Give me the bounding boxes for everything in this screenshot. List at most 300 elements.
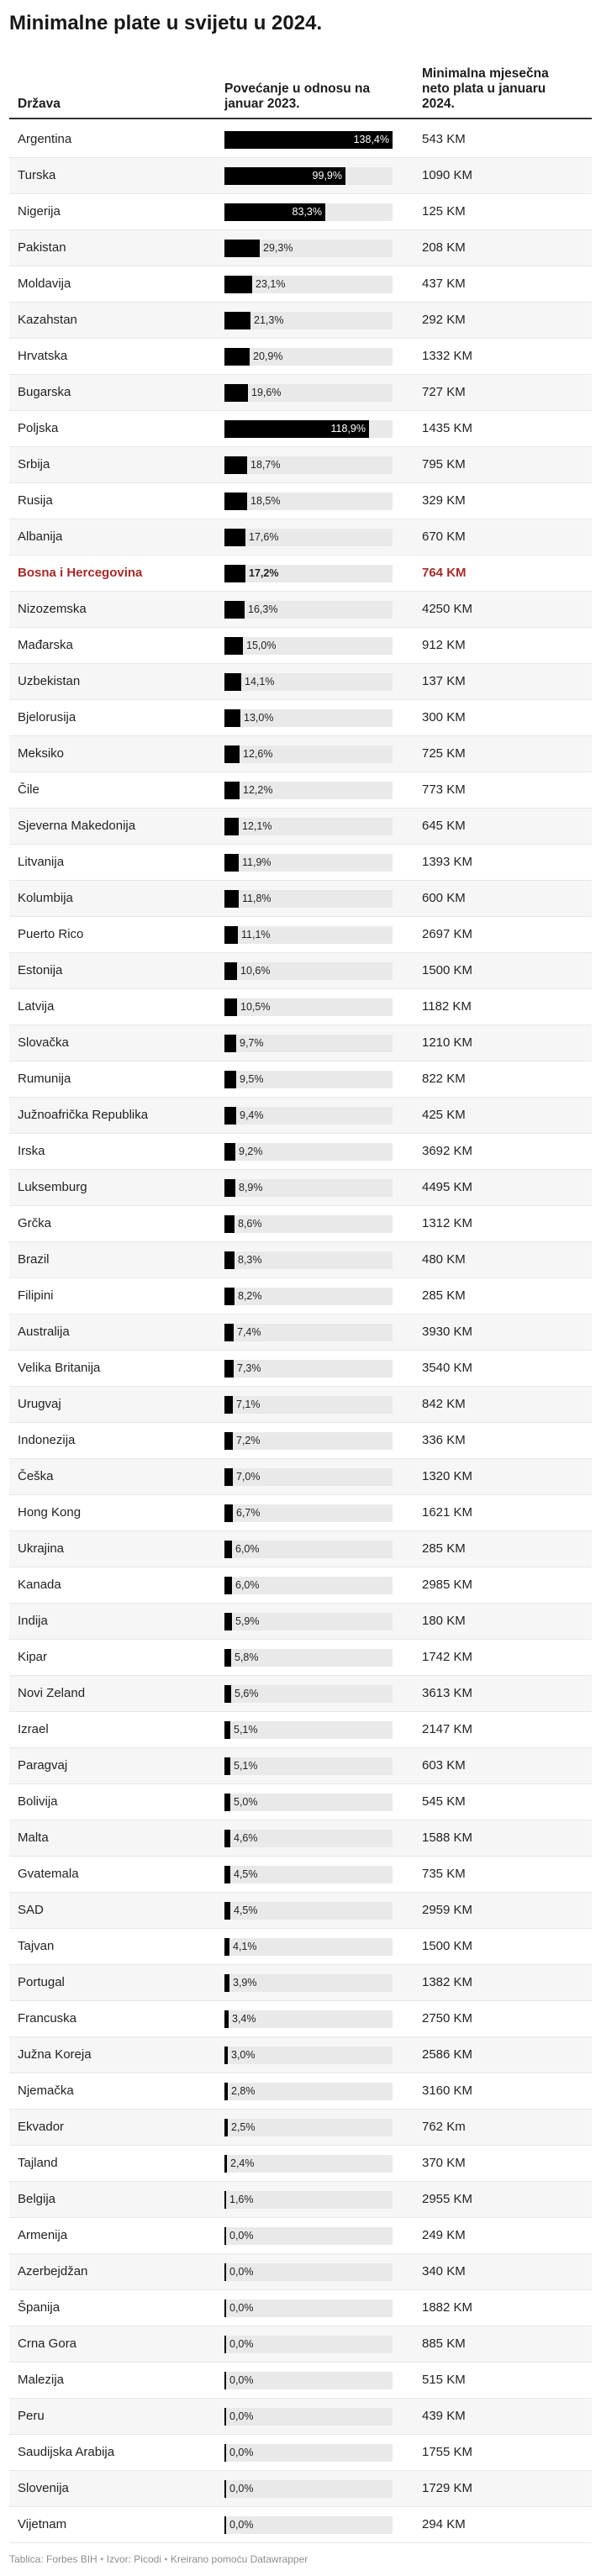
wage-cell: 1210 KM (422, 1035, 473, 1050)
increase-label: 7,2% (236, 1435, 261, 1446)
increase-label: 19,6% (251, 387, 282, 398)
table-row (9, 1784, 592, 1820)
country-cell: Češka (18, 1469, 54, 1483)
increase-label: 12,2% (243, 784, 273, 796)
table-row (9, 1676, 592, 1712)
wage-cell: 249 KM (422, 2228, 466, 2242)
country-cell: Uzbekistan (18, 674, 81, 688)
country-cell: Meksiko (18, 746, 65, 761)
wage-cell: 2750 KM (422, 2011, 473, 2026)
increase-bar (224, 565, 245, 582)
wage-cell: 822 KM (422, 1072, 466, 1086)
bar-track (224, 818, 393, 835)
increase-bar (224, 2336, 226, 2353)
country-cell: Armenija (18, 2228, 68, 2242)
increase-bar (224, 1360, 234, 1378)
bar-track (224, 1649, 393, 1667)
country-cell: Tajvan (18, 1939, 55, 1953)
bar-track (224, 2444, 393, 2462)
wage-cell: 842 KM (422, 1397, 466, 1411)
increase-bar (224, 2083, 228, 2100)
increase-label: 4,5% (234, 1868, 258, 1880)
bar-track (224, 240, 393, 257)
increase-label: 12,6% (243, 748, 273, 760)
table-row (9, 2110, 592, 2146)
bar-track (224, 1179, 393, 1197)
table-row (9, 2146, 592, 2182)
increase-label: 8,3% (238, 1254, 262, 1266)
wage-cell: 515 KM (422, 2373, 466, 2387)
wage-cell: 300 KM (422, 710, 466, 724)
table-row (9, 1459, 592, 1495)
increase-label: 17,2% (249, 567, 279, 579)
increase-label: 9,4% (240, 1109, 264, 1121)
increase-bar (224, 1974, 229, 1992)
wage-cell: 329 KM (422, 493, 466, 508)
increase-label: 8,6% (238, 1218, 262, 1230)
increase-label: 21,3% (254, 314, 284, 326)
increase-bar (224, 1071, 236, 1088)
country-cell: Hrvatska (18, 349, 68, 363)
wage-cell: 2147 KM (422, 1722, 473, 1736)
increase-bar (224, 1577, 232, 1594)
country-cell: Južnoafrička Republika (18, 1108, 149, 1122)
table-row (9, 2507, 592, 2543)
country-cell: Argentina (18, 132, 72, 146)
footer-table-label: Tablica: Forbes BIH (9, 2553, 98, 2565)
bar-track (224, 1143, 393, 1161)
country-cell: Poljska (18, 421, 59, 435)
increase-label: 11,9% (242, 856, 272, 868)
table-row (9, 1748, 592, 1784)
country-cell: Saudijska Arabija (18, 2445, 115, 2459)
wage-cell: 1312 KM (422, 1216, 473, 1230)
increase-label: 12,1% (242, 820, 272, 832)
wage-cell: 425 KM (422, 1108, 466, 1122)
table-row (9, 2254, 592, 2290)
country-cell: Peru (18, 2409, 45, 2423)
increase-bar (224, 1251, 235, 1269)
table-row (9, 1206, 592, 1242)
table-row (9, 628, 592, 664)
footer-separator: • (100, 2553, 104, 2565)
bar-track (224, 1938, 393, 1956)
increase-bar (224, 1396, 233, 1414)
bar-track (224, 1541, 393, 1558)
increase-label: 9,2% (239, 1146, 263, 1157)
increase-bar (224, 1794, 230, 1811)
wage-cell: 2985 KM (422, 1578, 473, 1592)
country-cell: Pakistan (18, 240, 66, 255)
wage-cell: 1500 KM (422, 963, 473, 977)
table-row (9, 483, 592, 519)
table-row (9, 122, 592, 158)
increase-bar (224, 1649, 231, 1667)
country-cell: Ekvador (18, 2120, 65, 2134)
table-row (9, 2037, 592, 2073)
increase-label: 83,3% (292, 206, 322, 218)
table-row (9, 989, 592, 1025)
table-row (9, 1278, 592, 1314)
table-row (9, 1061, 592, 1098)
increase-bar (224, 1432, 233, 1450)
bar-track (224, 1035, 393, 1052)
increase-bar (224, 1468, 233, 1486)
table-row (9, 736, 592, 772)
country-cell: Latvija (18, 999, 55, 1014)
table-row (9, 2290, 592, 2326)
increase-bar (224, 2047, 228, 2064)
bar-track (224, 1504, 393, 1522)
bar-track (224, 2083, 393, 2100)
wage-cell: 292 KM (422, 313, 466, 327)
increase-label: 5,6% (235, 1688, 259, 1699)
country-cell: Indija (18, 1614, 48, 1628)
bar-track (224, 673, 393, 691)
increase-bar (224, 493, 247, 510)
increase-label: 23,1% (256, 278, 286, 290)
bar-track (224, 2516, 393, 2534)
increase-label: 7,3% (237, 1362, 261, 1374)
increase-label: 7,0% (236, 1471, 261, 1483)
wage-cell: 773 KM (422, 782, 466, 797)
increase-label: 0,0% (229, 2266, 254, 2278)
wage-cell: 885 KM (422, 2336, 466, 2351)
table-row (9, 2471, 592, 2507)
wage-cell: 1882 KM (422, 2300, 473, 2315)
increase-bar (224, 1902, 230, 1920)
increase-label: 0,0% (229, 2410, 254, 2422)
increase-bar (224, 709, 240, 727)
increase-bar (224, 384, 248, 402)
wage-cell: 1742 KM (422, 1650, 473, 1664)
wage-cell: 1755 KM (422, 2445, 473, 2459)
column-header-wage[interactable]: Minimalna mjesečna neto plata u januaru 2024. (422, 66, 549, 111)
wage-cell: 1500 KM (422, 1939, 473, 1953)
country-cell: Malta (18, 1831, 49, 1845)
table-row (9, 1134, 592, 1170)
increase-bar (224, 890, 239, 908)
table-row (9, 700, 592, 736)
table-row (9, 375, 592, 411)
increase-bar (224, 2480, 226, 2498)
increase-label: 8,2% (238, 1290, 262, 1302)
bar-track (224, 1071, 393, 1088)
increase-bar (224, 1685, 231, 1703)
increase-label: 0,0% (229, 2302, 254, 2314)
country-cell: Njemačka (18, 2083, 74, 2098)
increase-label: 11,8% (242, 893, 272, 904)
bar-track (224, 745, 393, 763)
bar-track (224, 709, 393, 727)
increase-label: 15,0% (246, 640, 277, 651)
increase-bar (224, 1179, 235, 1197)
table-row (9, 1242, 592, 1278)
increase-label: 7,4% (237, 1326, 261, 1338)
table-row (9, 1604, 592, 1640)
bar-track (224, 890, 393, 908)
wage-cell: 4250 KM (422, 602, 473, 616)
bar-track (224, 2119, 393, 2136)
country-cell: Slovenija (18, 2481, 69, 2495)
country-cell: Francuska (18, 2011, 77, 2026)
bar-track (224, 637, 393, 655)
wage-cell: 1435 KM (422, 421, 473, 435)
increase-bar (224, 782, 240, 799)
increase-bar (224, 1938, 229, 1956)
bar-track (224, 1215, 393, 1233)
table-row (9, 447, 592, 483)
table-row (9, 1098, 592, 1134)
table-row (9, 194, 592, 230)
bar-track (224, 203, 393, 221)
table-row (9, 1387, 592, 1423)
wage-cell: 336 KM (422, 1433, 466, 1447)
table-row (9, 845, 592, 881)
wage-cell: 285 KM (422, 1541, 466, 1556)
wage-cell: 370 KM (422, 2156, 466, 2170)
country-cell: Malezija (18, 2373, 65, 2387)
table-row (9, 1712, 592, 1748)
increase-bar (224, 2010, 229, 2028)
increase-label: 9,7% (240, 1037, 264, 1049)
table-row (9, 809, 592, 845)
wage-cell: 2955 KM (422, 2192, 473, 2206)
footer-credit[interactable]: Kreirano pomoću Datawrapper (170, 2553, 308, 2565)
table-row (9, 1820, 592, 1857)
increase-label: 5,0% (234, 1796, 258, 1808)
country-cell: Luksemburg (18, 1180, 87, 1194)
bar-track (224, 2010, 393, 2028)
country-cell: Puerto Rico (18, 927, 84, 941)
wage-cell: 480 KM (422, 1252, 466, 1267)
increase-label: 4,6% (234, 1832, 258, 1844)
country-cell: Čile (18, 782, 40, 797)
country-cell: Azerbejdžan (18, 2264, 88, 2278)
increase-bar (224, 1613, 232, 1630)
bar-track (224, 1396, 393, 1414)
country-cell: Filipini (18, 1288, 54, 1303)
increase-bar (224, 2516, 226, 2534)
increase-bar (224, 818, 239, 835)
wage-cell: 645 KM (422, 819, 466, 833)
wage-cell: 3160 KM (422, 2083, 473, 2098)
bar-track (224, 1360, 393, 1378)
table-row (9, 2182, 592, 2218)
increase-bar (224, 1541, 232, 1558)
increase-label: 5,9% (235, 1615, 260, 1627)
increase-bar (224, 2444, 226, 2462)
wage-cell: 3692 KM (422, 1144, 473, 1158)
bar-track (224, 456, 393, 474)
increase-bar (224, 2227, 226, 2245)
wage-cell: 2697 KM (422, 927, 473, 941)
increase-bar (224, 1757, 230, 1775)
wage-cell: 180 KM (422, 1614, 466, 1628)
bar-track (224, 1432, 393, 1450)
country-cell: Kolumbija (18, 891, 73, 905)
wage-cell: 125 KM (422, 204, 466, 219)
bar-track (224, 493, 393, 510)
bar-track (224, 1757, 393, 1775)
table-row (9, 1495, 592, 1531)
bar-track (224, 2263, 393, 2281)
bar-track (224, 2227, 393, 2245)
increase-label: 20,9% (253, 350, 283, 362)
country-cell: Paragvaj (18, 1758, 68, 1773)
footer-source: Izvor: Picodi (106, 2553, 161, 2565)
bar-track (224, 926, 393, 944)
wage-cell: 545 KM (422, 1794, 466, 1809)
country-cell: Južna Koreja (18, 2047, 92, 2062)
wage-cell: 670 KM (422, 529, 466, 544)
table-row (9, 230, 592, 266)
table-row (9, 953, 592, 989)
bar-track (224, 1685, 393, 1703)
table-row (9, 1640, 592, 1676)
wage-cell: 2586 KM (422, 2047, 473, 2062)
increase-label: 10,5% (240, 1001, 271, 1013)
increase-bar (224, 529, 245, 546)
bar-track (224, 312, 393, 329)
bar-track (224, 420, 393, 438)
increase-bar (224, 601, 245, 619)
bar-track (224, 962, 393, 980)
increase-label: 6,0% (235, 1579, 260, 1591)
wage-cell: 1393 KM (422, 855, 473, 869)
bar-track (224, 998, 393, 1016)
increase-bar (224, 1830, 230, 1847)
increase-label: 14,1% (245, 676, 275, 687)
country-cell: Nizozemska (18, 602, 87, 616)
table-row (9, 1893, 592, 1929)
increase-label: 16,3% (248, 603, 278, 615)
increase-label: 3,9% (233, 1977, 257, 1989)
wage-cell: 603 KM (422, 1758, 466, 1773)
country-cell: Brazil (18, 1252, 50, 1267)
footer-separator: • (164, 2553, 168, 2565)
table-row (9, 664, 592, 700)
country-cell: Portugal (18, 1975, 65, 1989)
country-cell: Nigerija (18, 204, 61, 219)
country-cell: Turska (18, 168, 56, 182)
country-cell: Belgija (18, 2192, 56, 2206)
chart-footer (9, 2552, 308, 2566)
wage-cell: 1332 KM (422, 349, 473, 363)
wage-cell: 1621 KM (422, 1505, 473, 1520)
country-cell: Crna Gora (18, 2336, 77, 2351)
country-cell: Mađarska (18, 638, 73, 652)
increase-label: 9,5% (240, 1073, 264, 1085)
bar-track (224, 2047, 393, 2064)
wage-cell: 1320 KM (422, 1469, 473, 1483)
bar-track (224, 1613, 393, 1630)
column-header-country[interactable]: Država (18, 97, 61, 111)
country-cell: Izrael (18, 1722, 49, 1736)
table-row (9, 1929, 592, 1965)
increase-bar (224, 1721, 230, 1739)
wage-cell: 285 KM (422, 1288, 466, 1303)
increase-bar (224, 2372, 226, 2389)
country-cell: Gvatemala (18, 1867, 79, 1881)
increase-bar (224, 1288, 235, 1305)
country-cell: Moldavija (18, 277, 71, 291)
bar-track (224, 2336, 393, 2353)
table-header (9, 55, 592, 119)
table-row (9, 158, 592, 194)
table-row (9, 1170, 592, 1206)
bar-track (224, 1324, 393, 1341)
country-cell: Albanija (18, 529, 63, 544)
wage-cell: 543 KM (422, 132, 466, 146)
increase-label: 10,6% (240, 965, 271, 977)
increase-label: 1,6% (229, 2194, 254, 2205)
increase-label: 0,0% (229, 2447, 254, 2458)
bar-track (224, 1107, 393, 1125)
bar-track (224, 1830, 393, 1847)
bar-track (224, 348, 393, 366)
country-cell: Sjeverna Makedonija (18, 819, 136, 833)
wage-cell: 340 KM (422, 2264, 466, 2278)
wage-cell: 437 KM (422, 277, 466, 291)
wage-cell: 208 KM (422, 240, 466, 255)
increase-label: 8,9% (239, 1182, 263, 1193)
wage-cell: 3613 KM (422, 1686, 473, 1700)
wage-cell: 2959 KM (422, 1903, 473, 1917)
country-cell: Slovačka (18, 1035, 69, 1050)
country-cell: Ukrajina (18, 1541, 65, 1556)
increase-label: 118,9% (330, 423, 366, 435)
column-header-increase[interactable]: Povećanje u odnosu na januar 2023. (224, 82, 371, 111)
increase-bar (224, 2191, 226, 2209)
increase-bar (224, 1035, 236, 1052)
increase-bar (224, 2408, 226, 2426)
table-row (9, 2073, 592, 2110)
bar-track (224, 2480, 393, 2498)
country-cell: Vijetnam (18, 2517, 67, 2531)
increase-bar (224, 745, 240, 763)
increase-bar (224, 1215, 235, 1233)
country-cell: Bosna i Hercegovina (18, 566, 143, 580)
increase-label: 3,0% (231, 2049, 256, 2061)
increase-label: 5,1% (234, 1760, 258, 1772)
table-row (9, 917, 592, 953)
wage-cell: 735 KM (422, 1867, 466, 1881)
table-row (9, 339, 592, 375)
wage-cell: 762 Km (422, 2120, 466, 2134)
increase-bar (224, 1107, 236, 1125)
table-row (9, 519, 592, 556)
table-row (9, 1857, 592, 1893)
increase-label: 18,7% (250, 459, 281, 471)
increase-label: 29,3% (263, 242, 293, 254)
increase-bar (224, 926, 238, 944)
table-row (9, 1025, 592, 1061)
country-cell: Australija (18, 1325, 70, 1339)
bar-track (224, 1251, 393, 1269)
bar-track (224, 1974, 393, 1992)
increase-label: 5,1% (234, 1724, 258, 1736)
increase-bar (224, 1324, 234, 1341)
bar-track (224, 1577, 393, 1594)
increase-bar (224, 1866, 230, 1883)
bar-track (224, 2191, 393, 2209)
increase-label: 17,6% (249, 531, 279, 543)
bar-track (224, 131, 393, 149)
increase-bar (224, 240, 260, 257)
country-cell: Estonija (18, 963, 63, 977)
table-row (9, 2363, 592, 2399)
